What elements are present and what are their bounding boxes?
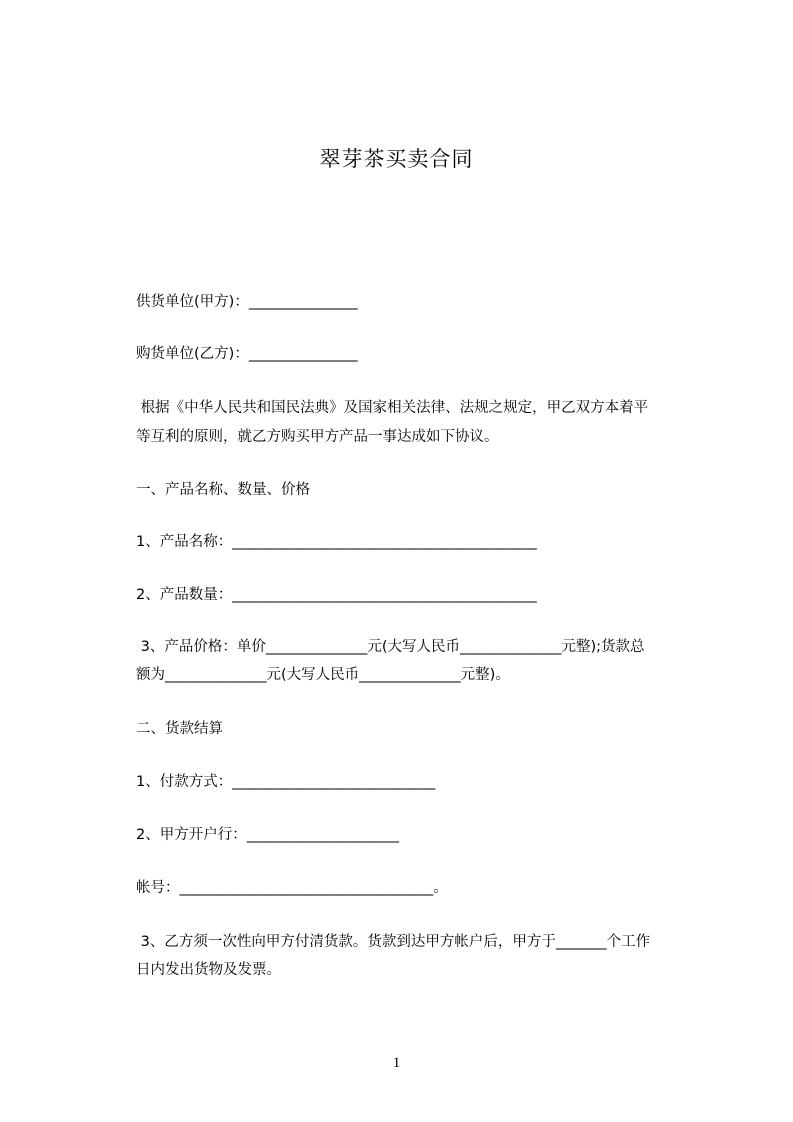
intro-line-1: 根据《中华人民共和国民法典》及国家相关法律、法规之规定，甲乙双方本着平	[136, 400, 649, 416]
product-price-line-1: 3、产品价格：单价______________元(大写人民币______________元整);货款总	[136, 639, 645, 655]
supplier-line: 供货单位(甲方)：_______________	[136, 294, 358, 310]
section1-heading: 一、产品名称、数量、价格	[136, 482, 310, 498]
payment-method-line: 1、付款方式：____________________________	[136, 774, 436, 790]
section2-heading: 二、货款结算	[136, 721, 223, 737]
page-number: 1	[392, 1055, 401, 1071]
contract-title: 翠芽茶买卖合同	[319, 147, 474, 171]
intro-line-2: 等互利的原则，就乙方购买甲方产品一事达成如下协议。	[136, 429, 499, 445]
product-quantity-line: 2、产品数量：__________________________________________	[136, 587, 537, 603]
bank-line: 2、甲方开户行：_____________________	[136, 827, 399, 843]
product-name-line: 1、产品名称：__________________________________________	[136, 534, 537, 550]
buyer-line: 购货单位(乙方)：_______________	[136, 346, 358, 362]
account-line: 帐号：___________________________________。	[136, 880, 448, 896]
payment-terms-line-1: 3、乙方须一次性向甲方付清货款。货款到达甲方帐户后，甲方于_______个工作	[136, 934, 651, 950]
product-price-line-2: 额为______________元(大写人民币______________元整)。	[136, 667, 510, 683]
payment-terms-line-2: 日内发出货物及发票。	[136, 962, 281, 978]
